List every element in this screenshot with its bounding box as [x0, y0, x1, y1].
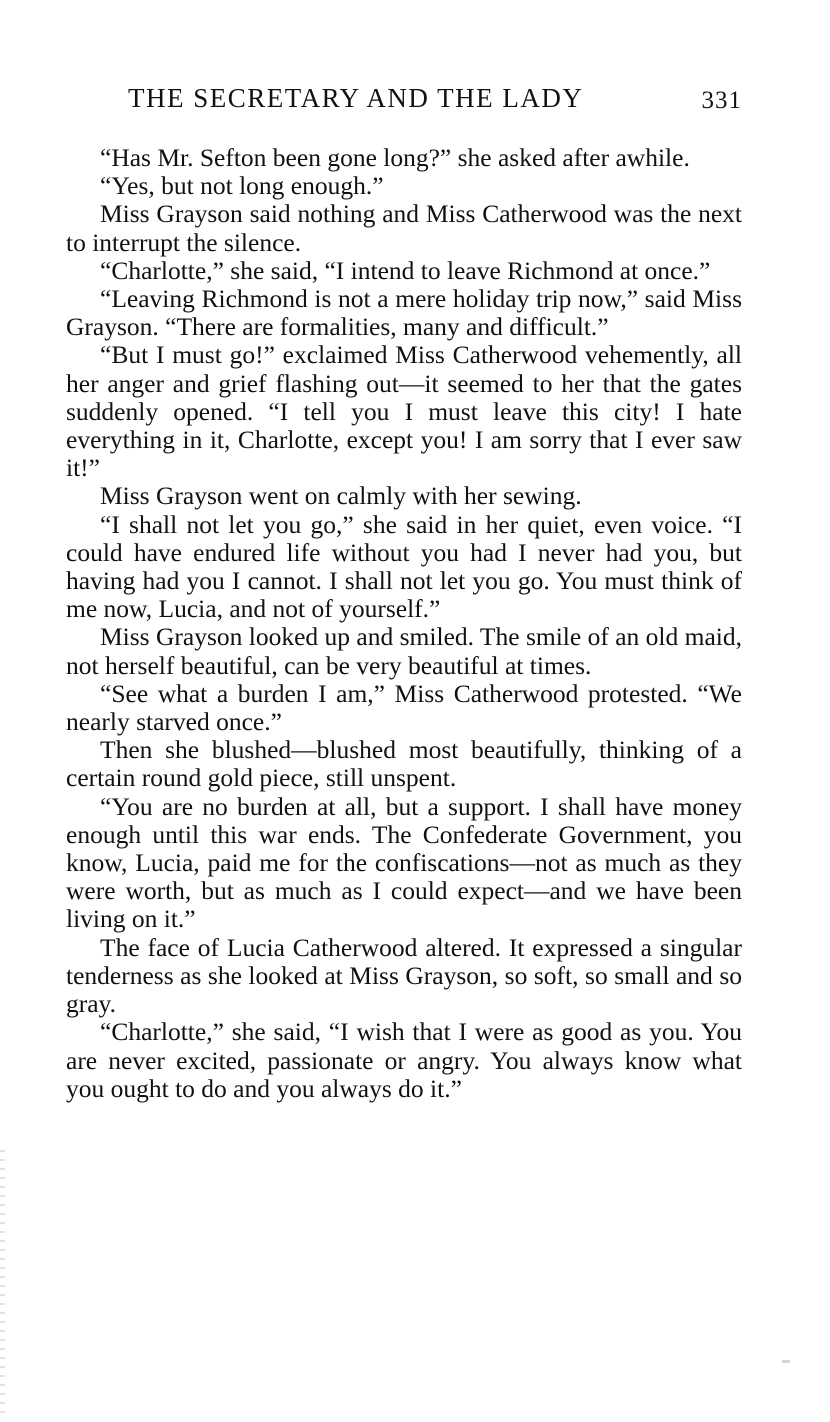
- paragraph: “Charlotte,” she said, “I intend to leave Richmond at once.”: [100, 255, 711, 285]
- paragraph: Miss Grayson looked up and smiled. The smile of an old maid, not herself beautiful, can be very beautiful at times.: [66, 622, 742, 680]
- page-number: 331: [701, 87, 742, 114]
- paragraph: “Has Mr. Sefton been gone long?” she asked after awhile.: [100, 143, 690, 172]
- paragraph: “Yes, but not long enough.”: [100, 171, 384, 201]
- scan-speck: [782, 1360, 790, 1363]
- paragraph: “Charlotte,” she said, “I wish that I were as good as you. You are never excited, passionate or angry. You always know what you ought to do and you always do it.”: [66, 1017, 742, 1103]
- paragraph: The face of Lucia Catherwood altered. It expressed a singular tenderness as she looked at Miss Grayson, so soft, so small and so gray.: [66, 932, 742, 1019]
- paragraph: “Leaving Richmond is not a mere holiday trip now,” said Miss Grayson. “There are formalities, many and difficult.”: [66, 284, 742, 342]
- body-text: [66, 144, 742, 1103]
- paragraph: “I shall not let you go,” she said in her quiet, even voice. “I could have endured life without you had I never had you, but having had you I cannot. I shall not let you go. You must think of me now, Lucia, and not of yourself.”: [66, 509, 742, 624]
- paragraph: Then she blushed—blushed most beautifully, thinking of a certain round gold piece, still unspent.: [66, 735, 742, 793]
- paragraph: “But I must go!” exclaimed Miss Catherwood vehemently, all her anger and grief flashing out—it seemed to her that the gates suddenly opened. “I tell you I must leave this city! I hate everything in it, Charlotte, except you! I am sorry that I ever saw it!”: [66, 340, 742, 483]
- paragraph: “See what a burden I am,” Miss Catherwood protested. “We nearly starved once.”: [66, 678, 742, 737]
- paragraph: Miss Grayson went on calmly with her sewing.: [100, 481, 582, 511]
- book-page: [66, 78, 742, 1103]
- scan-edge-artifact: [0, 1150, 5, 1420]
- paragraph: “You are no burden at all, but a support. I shall have money enough until this war ends. The Confederate Government, you know, Lucia, paid me for the confiscations—not as much as they were worth, but as much as I could expect—and we have been living on it.”: [66, 791, 742, 934]
- paragraph: Miss Grayson said nothing and Miss Catherwood was the next to interrupt the silence.: [66, 199, 742, 257]
- running-head: [66, 78, 742, 118]
- running-head-title: THE SECRETARY AND THE LADY: [128, 83, 584, 113]
